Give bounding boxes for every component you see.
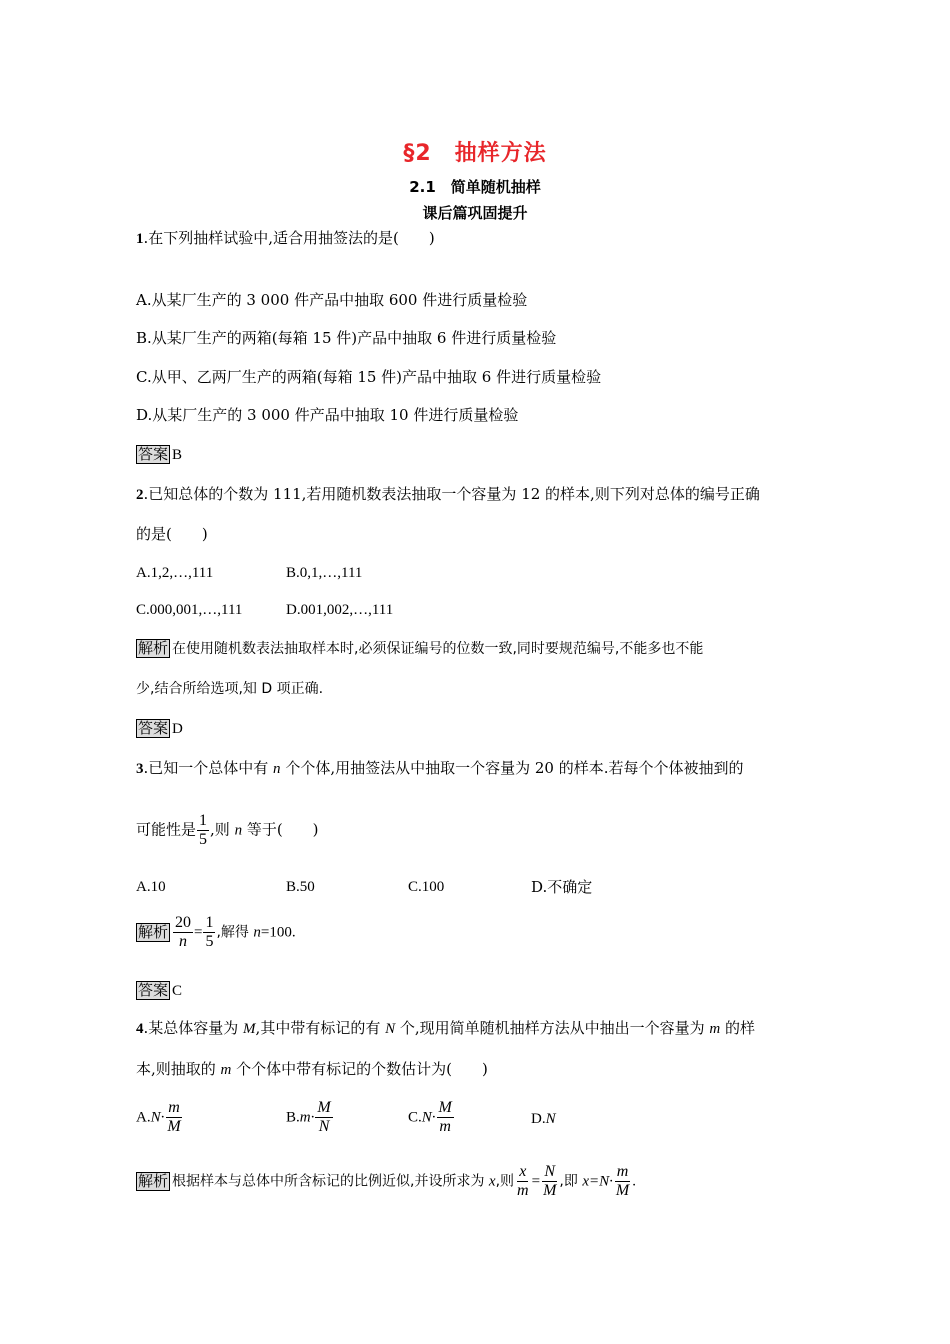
analysis-expression: =N· <box>588 1173 613 1190</box>
fraction-one-fifth <box>203 914 215 951</box>
option-term: N· <box>150 1109 165 1126</box>
q4-analysis <box>136 1163 636 1200</box>
analysis-text: 根据样本与总体中所含标记的比例近似,并设所求为 <box>172 1173 489 1190</box>
analysis-end: . <box>632 1173 636 1190</box>
subsection-title: 2.1 简单随机抽样 <box>409 178 541 196</box>
fraction-denominator: 5 <box>205 933 214 950</box>
fraction-numerator: x <box>519 1163 527 1180</box>
variable-M: M <box>243 1021 256 1037</box>
question-text: 个个体中带有标记的个数估计为( ) <box>231 1060 488 1078</box>
q3-answer <box>136 980 182 1001</box>
question-text: .某总体容量为 <box>143 1019 244 1037</box>
option-fraction <box>315 1099 332 1136</box>
question-4-stem <box>136 1018 755 1039</box>
variable-x: x <box>582 1173 589 1190</box>
fraction-denominator: m <box>439 1118 451 1135</box>
answer-tag: 答案 <box>138 719 169 737</box>
question-number: 3 <box>136 761 144 777</box>
q2-option-c: C.000,001,…,111 <box>136 602 243 618</box>
exercise-heading: 课后篇巩固提升 <box>422 204 528 222</box>
analysis-text: ,则 <box>495 1173 515 1190</box>
fraction-20-over-n <box>173 914 193 951</box>
q4-option-a <box>136 1099 184 1136</box>
fraction-denominator: N <box>318 1118 330 1135</box>
question-text: ,则 <box>210 820 235 839</box>
q2-option-d: D.001,002,…,111 <box>286 602 394 618</box>
question-number: 2 <box>136 487 144 503</box>
fraction-numerator: 1 <box>205 914 214 931</box>
q2-analysis-cont: 少,结合所给选项,知 D 项正确. <box>136 681 324 697</box>
equals-sign: = <box>531 1173 541 1190</box>
analysis-tag: 解析 <box>138 639 169 657</box>
option-term: N· <box>421 1109 436 1126</box>
question-text: ,其中带有标记的有 <box>255 1019 386 1037</box>
q4-option-d <box>531 1108 556 1129</box>
option-term: N <box>545 1111 556 1127</box>
question-2-stem <box>136 484 760 505</box>
fraction-numerator: m <box>616 1163 629 1180</box>
option-fraction <box>437 1099 454 1136</box>
fraction-N-over-M <box>541 1163 558 1200</box>
question-text-cont: 个个体,用抽签法从中抽取一个容量为 20 的样本.若每个个体被抽到的 <box>280 759 744 777</box>
q4-option-b <box>286 1099 334 1136</box>
option-fraction <box>165 1099 182 1136</box>
option-term: m· <box>299 1109 315 1126</box>
fraction-denominator: M <box>167 1118 181 1135</box>
answer-value: C <box>172 983 183 999</box>
question-4-stem-cont <box>136 1059 488 1080</box>
q1-answer <box>136 444 182 465</box>
question-text: 个,现用简单随机抽样方法从中抽出一个容量为 <box>395 1019 710 1037</box>
option-letter: B. <box>286 1109 300 1126</box>
q2-option-b: B.0,1,…,111 <box>286 565 363 581</box>
q1-option-b: B.从某厂生产的两箱(每箱 15 件)产品中抽取 6 件进行质量检验 <box>136 329 557 347</box>
fraction-denominator: m <box>517 1182 529 1199</box>
answer-value: D <box>172 721 183 737</box>
answer-value: B <box>172 447 183 463</box>
section-title: §2 抽样方法 <box>403 141 547 166</box>
variable-n: n <box>253 924 261 941</box>
variable-m: m <box>709 1021 721 1037</box>
analysis-tag: 解析 <box>138 922 169 941</box>
fraction-denominator: 5 <box>199 831 208 848</box>
variable-x: x <box>488 1173 496 1190</box>
fraction-numerator: M <box>438 1099 452 1116</box>
analysis-tag: 解析 <box>138 1171 169 1190</box>
question-text: .已知一个总体中有 <box>143 759 274 777</box>
fraction-numerator: 1 <box>199 812 208 829</box>
question-3-stem-cont <box>136 812 319 849</box>
fraction-one-fifth <box>197 812 209 849</box>
fraction-denominator: M <box>615 1182 630 1199</box>
q3-analysis <box>136 914 296 951</box>
question-number: 1 <box>136 231 144 247</box>
fraction-numerator: M <box>317 1099 331 1116</box>
q1-option-c: C.从甲、乙两厂生产的两箱(每箱 15 件)产品中抽取 6 件进行质量检验 <box>136 368 602 386</box>
analysis-result: =100. <box>260 924 296 941</box>
fraction-x-over-m <box>515 1163 531 1200</box>
variable-N: N <box>385 1021 396 1037</box>
fraction-numerator: m <box>168 1099 180 1116</box>
question-1-stem <box>136 228 435 249</box>
analysis-text: ,即 <box>559 1173 583 1190</box>
question-text: 本,则抽取的 <box>136 1060 221 1078</box>
variable-n: n <box>273 761 281 777</box>
variable-m: m <box>220 1062 232 1078</box>
fraction-denominator: n <box>179 933 188 950</box>
question-text: .在下列抽样试验中,适合用抽签法的是( ) <box>143 229 435 247</box>
q3-option-b: B.50 <box>286 879 315 895</box>
q4-option-c <box>408 1099 455 1136</box>
option-letter: C. <box>408 1109 422 1126</box>
fraction-m-over-M <box>614 1163 631 1200</box>
fraction-denominator: M <box>543 1182 557 1199</box>
q3-option-d: D.不确定 <box>531 878 593 896</box>
fraction-numerator: N <box>544 1163 556 1180</box>
analysis-text: ,解得 <box>216 924 254 941</box>
option-letter: D. <box>531 1111 546 1127</box>
analysis-text: 在使用随机数表法抽取样本时,必须保证编号的位数一致,同时要规范编号,不能多也不能 <box>172 641 704 657</box>
question-text: .已知总体的个数为 111,若用随机数表法抽取一个容量为 12 的样本,则下列对总体的编号正确 <box>143 485 760 503</box>
q3-option-c: C.100 <box>408 879 445 895</box>
fraction-numerator: 20 <box>175 914 192 931</box>
question-number: 4 <box>136 1021 144 1037</box>
q3-option-a: A.10 <box>136 879 166 895</box>
question-text: 可能性是 <box>136 820 197 839</box>
question-2-stem-cont: 的是( ) <box>136 525 208 543</box>
question-text: 等于( ) <box>242 820 319 839</box>
option-letter: A. <box>136 1109 151 1126</box>
answer-tag: 答案 <box>138 445 169 463</box>
variable-n: n <box>234 822 243 839</box>
q2-option-a: A.1,2,…,111 <box>136 565 214 581</box>
equals-sign: = <box>194 924 203 941</box>
q2-answer <box>136 718 183 739</box>
answer-tag: 答案 <box>138 981 169 999</box>
question-text: 的样 <box>720 1019 756 1037</box>
q1-option-a: A.从某厂生产的 3 000 件产品中抽取 600 件进行质量检验 <box>136 291 528 309</box>
q2-analysis <box>136 638 703 659</box>
q1-option-d: D.从某厂生产的 3 000 件产品中抽取 10 件进行质量检验 <box>136 406 519 424</box>
question-3-stem <box>136 758 743 779</box>
